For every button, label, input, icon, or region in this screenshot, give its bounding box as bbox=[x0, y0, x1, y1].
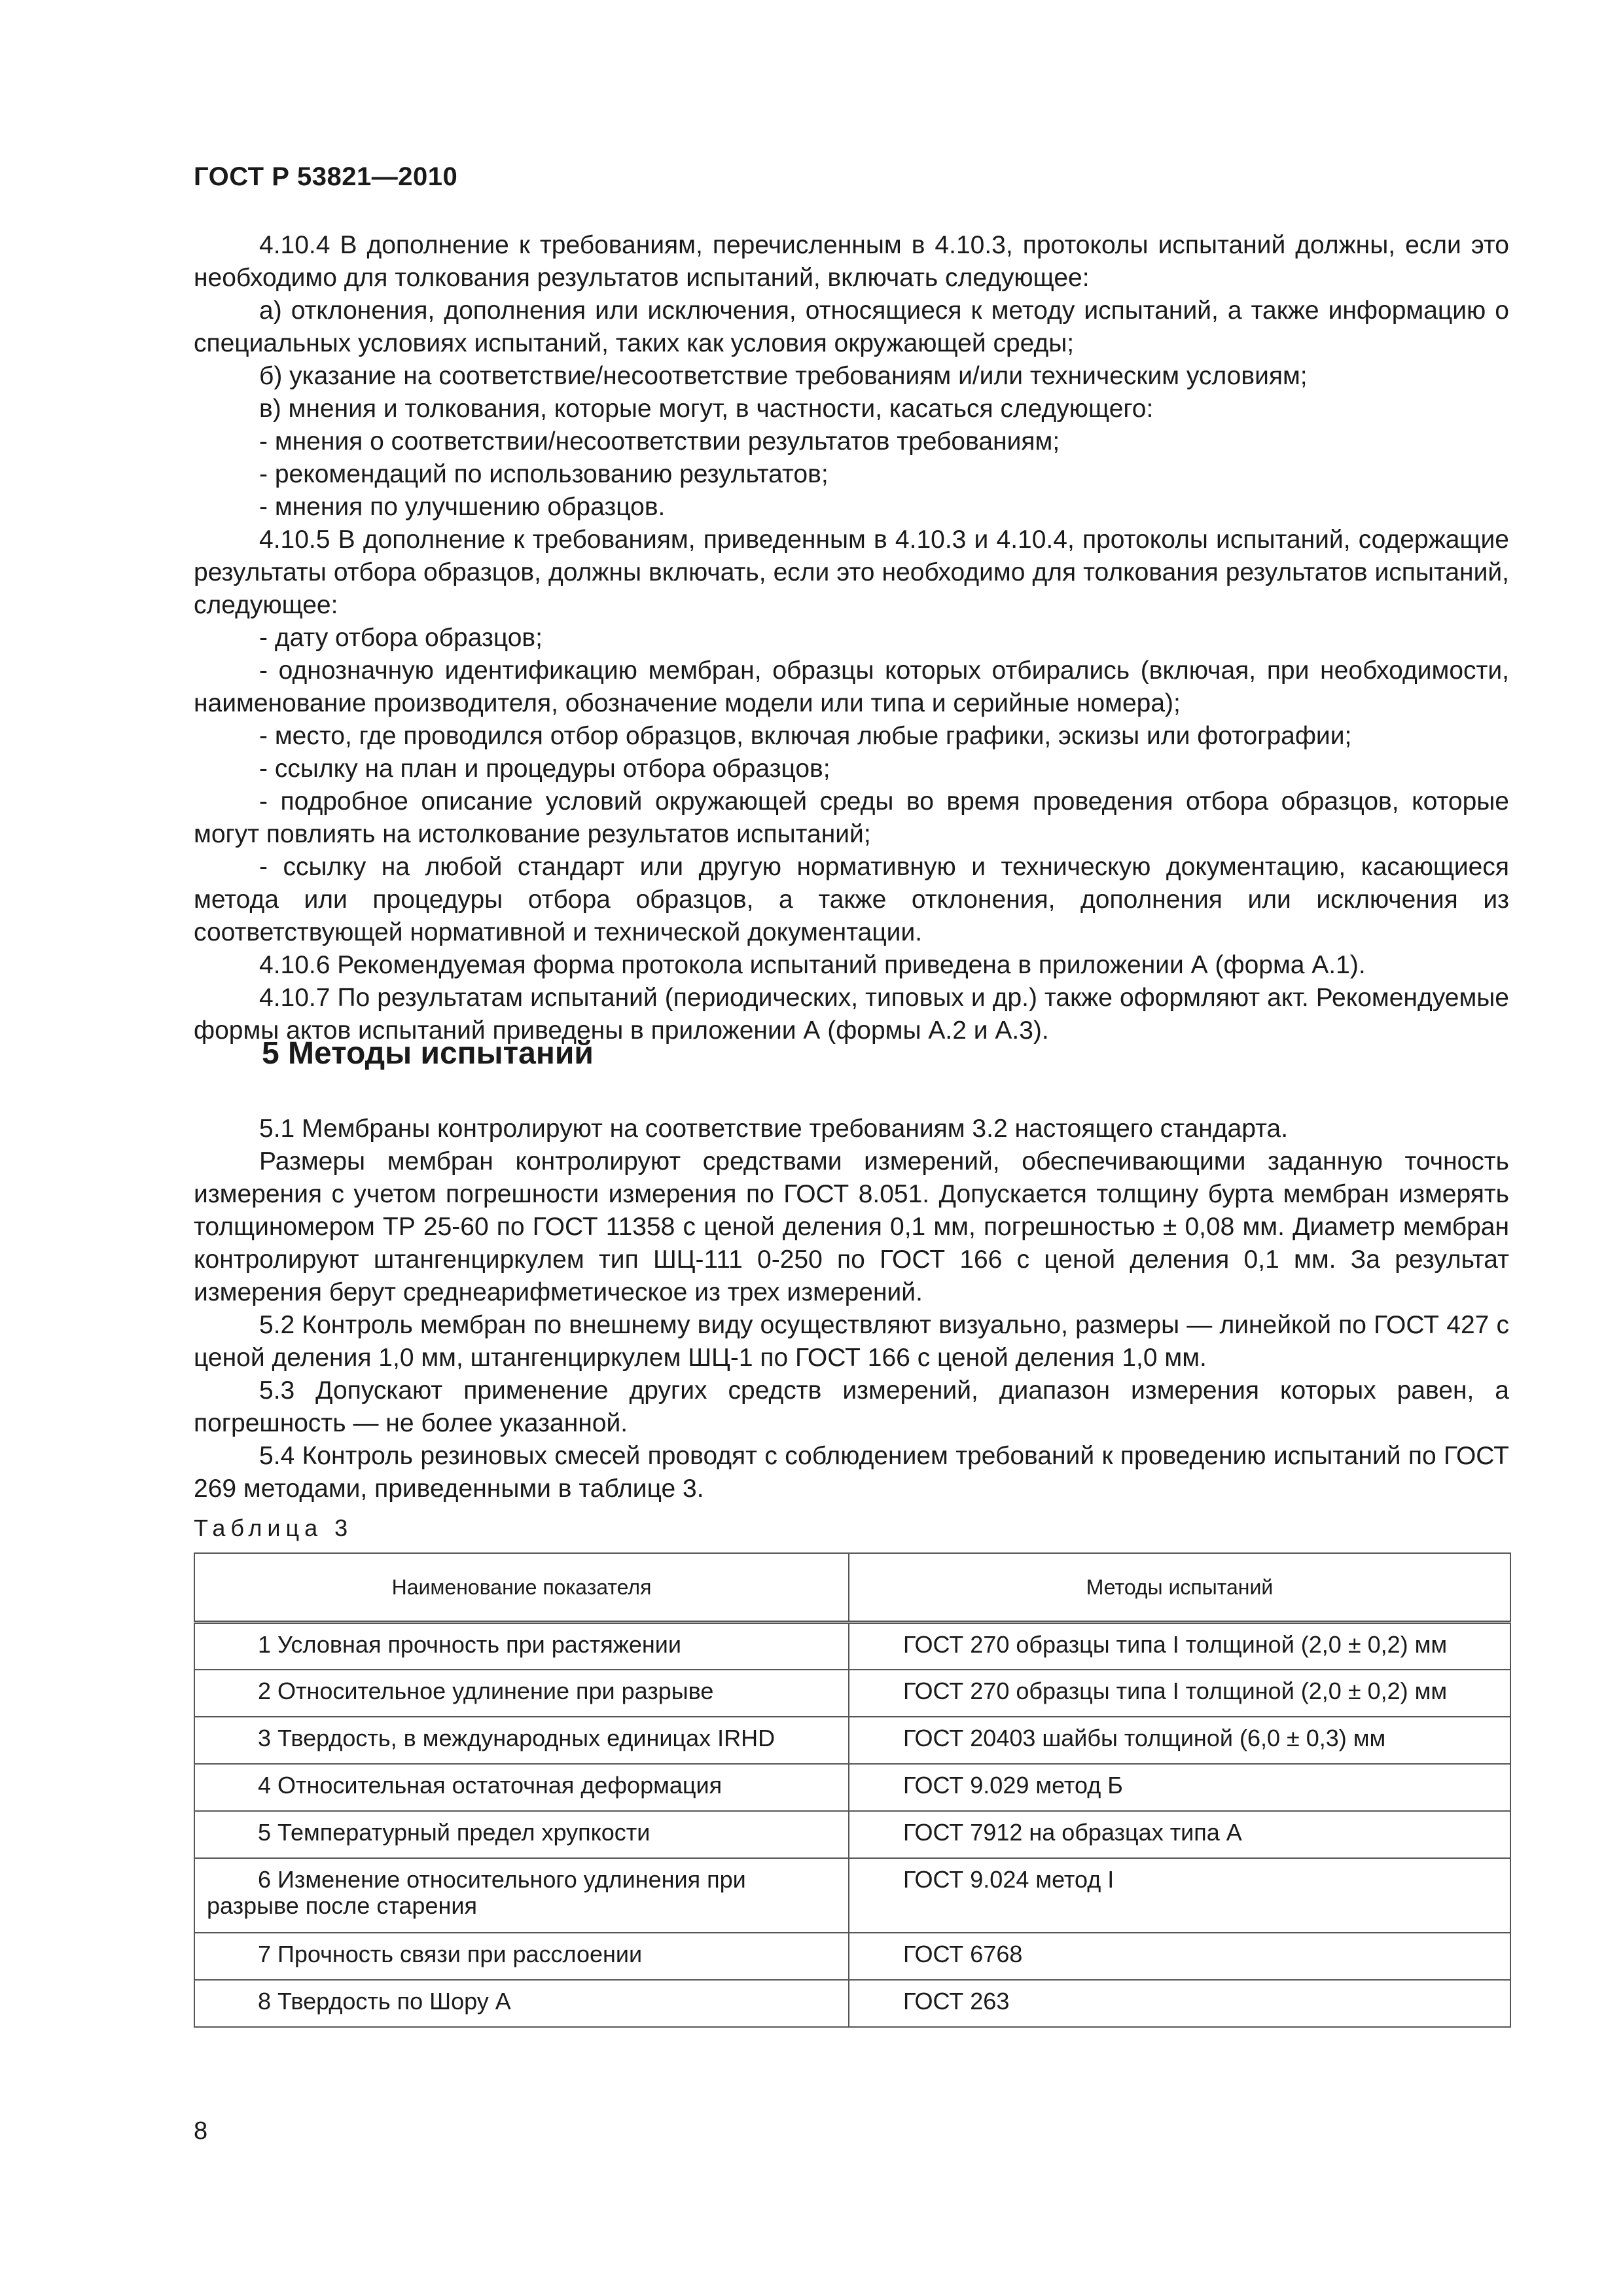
method-cell: ГОСТ 20403 шайбы толщиной (6,0 ± 0,3) мм bbox=[849, 1717, 1510, 1764]
paragraph: - рекомендаций по использованию результатов; bbox=[259, 460, 829, 488]
indicator-cell: 3 Твердость, в международных единицах IRHD bbox=[194, 1717, 849, 1764]
paragraph: - однозначную идентификацию мембран, образцы которых отбирались (включая, при необходимости, наименование производителя, обозначение модели или типа и серийные номера); bbox=[194, 656, 1509, 717]
section-title: 5 Методы испытаний bbox=[262, 1036, 594, 1071]
document-header: ГОСТ Р 53821—2010 bbox=[194, 162, 458, 191]
table-caption: Таблица 3 bbox=[194, 1515, 353, 1541]
indicator-cell: 8 Твердость по Шору А bbox=[194, 1980, 849, 2027]
table-header-row bbox=[194, 1553, 1510, 1623]
indicator-cell: 5 Температурный предел хрупкости bbox=[194, 1811, 849, 1858]
table-row bbox=[194, 1811, 1510, 1858]
paragraph: 5.3 Допускают применение других средств измерений, диапазон измерения которых равен, а погрешность — не более указанной. bbox=[194, 1376, 1509, 1437]
method-cell: ГОСТ 270 образцы типа I толщиной (2,0 ± 0,2) мм bbox=[849, 1670, 1510, 1717]
table-row bbox=[194, 1670, 1510, 1717]
paragraph: - подробное описание условий окружающей среды во время проведения отбора образцов, которые могут повлиять на истолкование результатов испытаний; bbox=[194, 787, 1509, 848]
paragraph: 5.4 Контроль резиновых смесей проводят с соблюдением требований к проведению испытаний по ГОСТ 269 методами, приведенными в таблице 3. bbox=[194, 1442, 1509, 1503]
method-cell: ГОСТ 263 bbox=[849, 1980, 1510, 2027]
paragraph: 4.10.5 В дополнение к требованиям, приведенным в 4.10.3 и 4.10.4, протоколы испытаний, содержащие результаты отбора образцов, должны включать, если это необходимо для толкования результатов испытаний, следующее: bbox=[194, 526, 1509, 619]
paragraph: Размеры мембран контролируют средствами измерений, обеспечивающими заданную точность измерения с учетом погрешности измерения по ГОСТ 8.051. Допускается толщину бурта мембран измерять толщиномером ТР 25-60 по ГОСТ 11358 с ценой деления 0,1 мм, погрешностью ± 0,08 мм. Диаметр мембран контролируют штангенциркулем тип ШЦ-111 0-250 по ГОСТ 166 с ценой деления 0,1 мм. За результат измерения берут среднеарифметическое из трех измерений. bbox=[194, 1147, 1509, 1306]
table-row bbox=[194, 1764, 1510, 1811]
paragraph: а) отклонения, дополнения или исключения, относящиеся к методу испытаний, а также информацию о специальных условиях испытаний, таких как условия окружающей среды; bbox=[194, 296, 1509, 357]
table-row bbox=[194, 1717, 1510, 1764]
paragraph: - ссылку на план и процедуры отбора образцов; bbox=[259, 755, 830, 783]
indicator-cell: 7 Прочность связи при расслоении bbox=[194, 1933, 849, 1980]
section-5-text bbox=[194, 1113, 1509, 1505]
paragraph: 5.2 Контроль мембран по внешнему виду осуществляют визуально, размеры — линейкой по ГОСТ 427 с ценой деления 1,0 мм, штангенциркулем ШЦ-1 по ГОСТ 166 с ценой деления 1,0 мм. bbox=[194, 1311, 1509, 1372]
method-cell: ГОСТ 270 образцы типа I толщиной (2,0 ± 0,2) мм bbox=[849, 1623, 1510, 1670]
table-row bbox=[194, 1980, 1510, 2027]
method-cell: ГОСТ 9.029 метод Б bbox=[849, 1764, 1510, 1811]
table-row bbox=[194, 1933, 1510, 1980]
paragraph: 5.1 Мембраны контролируют на соответствие требованиям 3.2 настоящего стандарта. bbox=[259, 1115, 1289, 1143]
paragraph: - мнения о соответствии/несоответствии результатов требованиям; bbox=[259, 427, 1060, 456]
paragraph: б) указание на соответствие/несоответствие требованиям и/или техническим условиям; bbox=[259, 362, 1308, 390]
paragraph: 4.10.6 Рекомендуемая форма протокола испытаний приведена в приложении А (форма А.1). bbox=[259, 951, 1366, 979]
test-methods-table bbox=[194, 1552, 1511, 2028]
paragraph: - место, где проводился отбор образцов, включая любые графики, эскизы или фотографии; bbox=[259, 722, 1352, 750]
indicator-cell: 4 Относительная остаточная деформация bbox=[194, 1764, 849, 1811]
paragraph: 4.10.7 По результатам испытаний (периодических, типовых и др.) также оформляют акт. Рекомендуемые формы актов испытаний приведены в приложении А (формы А.2 и А.3). bbox=[194, 984, 1509, 1045]
indicator-cell: 6 Изменение относительного удлинения при разрыве после старения bbox=[194, 1858, 849, 1933]
indicator-cell: 1 Условная прочность при растяжении bbox=[194, 1623, 849, 1670]
table-row bbox=[194, 1858, 1510, 1933]
column-header-method: Методы испытаний bbox=[849, 1553, 1510, 1623]
table-row bbox=[194, 1623, 1510, 1670]
method-cell: ГОСТ 6768 bbox=[849, 1933, 1510, 1980]
indicator-cell: 2 Относительное удлинение при разрыве bbox=[194, 1670, 849, 1717]
method-cell: ГОСТ 7912 на образцах типа А bbox=[849, 1811, 1510, 1858]
paragraph: - дату отбора образцов; bbox=[259, 624, 543, 652]
paragraph: в) мнения и толкования, которые могут, в частности, касаться следующего: bbox=[259, 395, 1154, 423]
clause-4-10-text bbox=[194, 229, 1509, 1047]
method-cell: ГОСТ 9.024 метод I bbox=[849, 1858, 1510, 1933]
paragraph: - мнения по улучшению образцов. bbox=[259, 493, 666, 521]
paragraph: - ссылку на любой стандарт или другую нормативную и техническую документацию, касающиеся метода или процедуры отбора образцов, а также отклонения, дополнения или исключения из соответствующей нормативной и технической документации. bbox=[194, 853, 1509, 946]
page-number: 8 bbox=[194, 2117, 208, 2145]
column-header-indicator: Наименование показателя bbox=[194, 1553, 849, 1623]
paragraph: 4.10.4 В дополнение к требованиям, перечисленным в 4.10.3, протоколы испытаний должны, если это необходимо для толкования результатов испытаний, включать следующее: bbox=[194, 231, 1509, 292]
